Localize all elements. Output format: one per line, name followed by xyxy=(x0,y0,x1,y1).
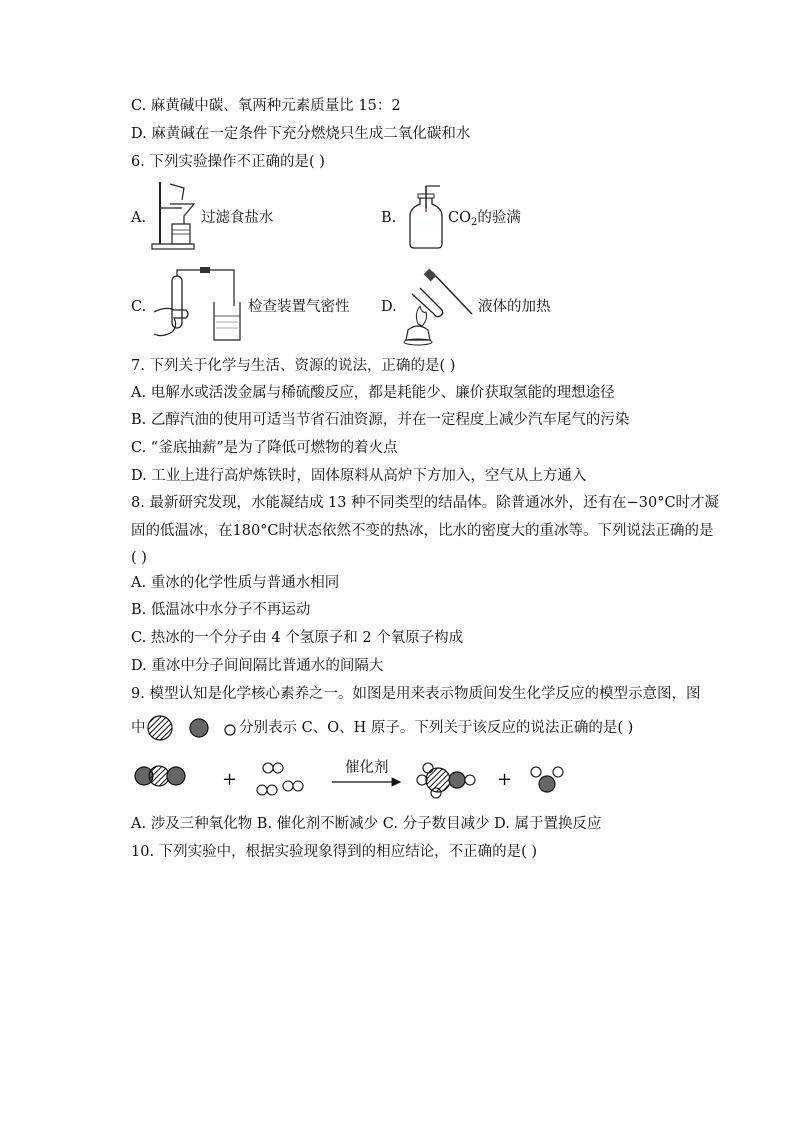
q6-option-a-text: 过滤食盐水 xyxy=(201,210,274,226)
option-c-line: C. 麻黄碱中碳、氧两种元素质量比 15：2 xyxy=(131,98,401,114)
q6-option-c-label: C. xyxy=(131,299,147,315)
methanol-molecule-icon xyxy=(417,763,475,798)
q7-option-c: C. “釜底抽薪”是为了降低可燃物的着火点 xyxy=(131,440,398,456)
question-10: 10. 下列实验中，根据实验现象得到的相应结论，不正确的是( ) xyxy=(131,844,538,860)
question-8-line-3: ( ) xyxy=(131,550,147,566)
oxygen-atom-icon xyxy=(190,719,208,737)
q8-option-c: C. 热冰的一个分子由 4 个氢原子和 2 个氧原子构成 xyxy=(131,630,464,646)
question-9-line-2-pre: 中 xyxy=(131,720,146,736)
q6-option-a-label: A. xyxy=(131,210,147,226)
question-6: 6. 下列实验操作不正确的是( ) xyxy=(131,154,325,170)
question-9-line-1: 9. 模型认知是化学核心素养之一。如图是用来表示物质间发生化学反应的模型示意图，图 xyxy=(131,686,701,702)
q7-option-d: D. 工业上进行高炉炼铁时，固体原料从高炉下方加入，空气从上方通入 xyxy=(131,468,587,484)
airtightness-check-icon xyxy=(152,266,242,346)
reaction-plus-1: + xyxy=(222,769,238,790)
q8-option-a: A. 重冰的化学性质与普通水相同 xyxy=(131,575,340,591)
question-8-line-2: 固的低温冰，在180°C时状态依然不变的热冰，比水的密度大的重冰等。下列说法正确的是 xyxy=(131,523,714,539)
q8-option-d: D. 重冰中分子间间隔比普通水的间隔大 xyxy=(131,658,384,674)
co2-molecule-icon xyxy=(135,766,185,786)
q8-option-b: B. 低温冰中水分子不再运动 xyxy=(131,602,311,618)
question-9-line-2-post: 分别表示 C、O、H 原子。下列关于该反应的说法正确的是( ) xyxy=(239,720,634,736)
gas-bottle-icon xyxy=(406,184,446,250)
q7-option-a: A. 电解水或活泼金属与稀硫酸反应，都是耗能少、廉价获取氢能的理想途径 xyxy=(131,385,615,401)
q6-option-b-label: B. xyxy=(381,210,397,226)
q7-option-b: B. 乙醇汽油的使用可适当节省石油资源，并在一定程度上减少汽车尾气的污染 xyxy=(131,412,630,428)
catalyst-label: 催化剂 xyxy=(345,760,389,776)
liquid-heating-icon xyxy=(398,268,474,346)
carbon-atom-icon xyxy=(148,716,172,740)
atom-legend-icon xyxy=(146,714,236,742)
q6-option-d-text: 液体的加热 xyxy=(478,299,551,315)
option-d-line: D. 麻黄碱在一定条件下充分燃烧只生成二氧化碳和水 xyxy=(131,126,471,142)
q9-options: A. 涉及三种氧化物 B. 催化剂不断减少 C. 分子数目减少 D. 属于置换反应 xyxy=(131,816,602,832)
reaction-plus-2: + xyxy=(497,769,513,790)
hydrogen-atom-icon xyxy=(225,725,235,735)
q6-option-d-label: D. xyxy=(381,299,397,315)
q6-option-b-text: $CO_2$的验满 xyxy=(448,210,521,228)
question-7: 7. 下列关于化学与生活、资源的说法，正确的是( ) xyxy=(131,358,456,374)
water-molecule-icon xyxy=(531,767,563,792)
filtration-apparatus-icon xyxy=(148,180,198,252)
q6-option-c-text: 检查装置气密性 xyxy=(248,299,350,315)
h2-molecules-icon xyxy=(257,763,303,795)
question-8-line-1: 8. 最新研究发现，水能凝结成 13 种不同类型的结晶体。除普通冰外，还有在−30°C时才凝 xyxy=(131,495,720,511)
